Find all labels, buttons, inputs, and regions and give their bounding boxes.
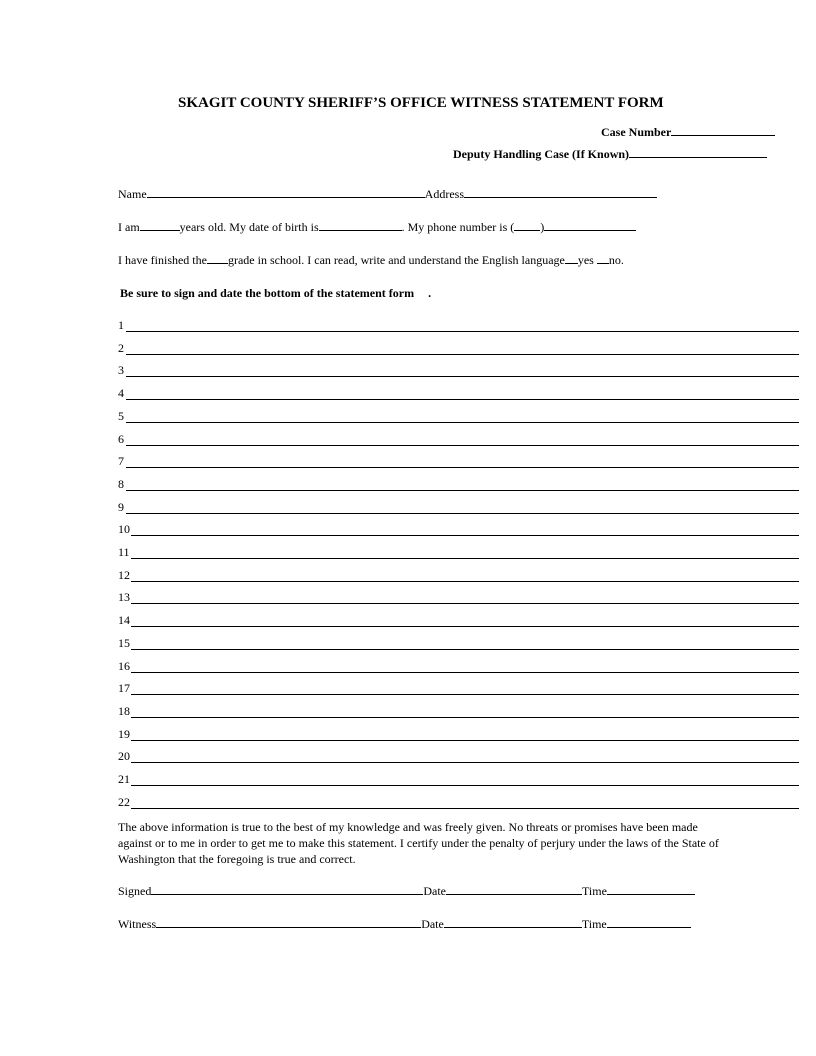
age-prefix: I am <box>118 220 140 234</box>
statement-line-field[interactable] <box>131 717 799 718</box>
statement-line-number: 10 <box>118 522 130 537</box>
witness-time-field[interactable] <box>607 917 691 928</box>
signature-field[interactable] <box>151 884 423 895</box>
statement-line-field[interactable] <box>131 694 799 695</box>
statement-line-number: 16 <box>118 658 130 673</box>
statement-line-field[interactable] <box>131 762 799 763</box>
statement-line-number: 11 <box>118 545 130 559</box>
statement-line <box>118 432 799 446</box>
instruction-period: . <box>428 286 432 300</box>
statement-line-field[interactable] <box>126 422 799 423</box>
witness-label: Witness <box>118 917 157 931</box>
statement-line <box>118 590 799 604</box>
statement-line-number: 17 <box>118 681 130 696</box>
grade-suffix: grade in school. I can read, write and understand the English language <box>227 253 565 267</box>
certification-text <box>118 819 808 867</box>
statement-line-number: 19 <box>118 726 130 741</box>
witness-row <box>118 917 691 931</box>
statement-line-field[interactable] <box>131 785 799 786</box>
area-code-field[interactable] <box>514 220 540 231</box>
statement-line-field[interactable] <box>131 808 799 809</box>
statement-line <box>118 477 799 491</box>
grade-field[interactable] <box>207 253 228 264</box>
no-field[interactable] <box>597 253 609 264</box>
age-field[interactable] <box>140 220 180 231</box>
signed-label: Signed <box>118 884 152 898</box>
signed-time-field[interactable] <box>607 884 695 895</box>
statement-line-field[interactable] <box>131 603 799 604</box>
statement-line-number: 8 <box>118 476 124 491</box>
age-suffix: years old. My date of birth is <box>179 220 319 234</box>
statement-line <box>118 795 799 809</box>
statement-line <box>118 500 799 514</box>
witness-time-label: Time <box>581 917 607 931</box>
statement-line-number: 14 <box>118 613 130 628</box>
statement-line-number: 20 <box>118 749 130 764</box>
statement-line <box>118 727 799 741</box>
statement-line-field[interactable] <box>126 376 799 377</box>
witness-signature-field[interactable] <box>156 917 421 928</box>
certification-line-2: against or to me in order to get me to make this statement. I certify under the penalty of perjury under the laws of the State of <box>118 836 719 850</box>
statement-line-field[interactable] <box>131 649 799 650</box>
statement-line-field[interactable] <box>126 331 799 332</box>
signed-time-label: Time <box>582 884 607 898</box>
statement-line <box>118 363 799 377</box>
statement-line <box>118 613 799 627</box>
statement-line <box>118 522 799 536</box>
phone-close: ) <box>540 220 545 234</box>
statement-line-field[interactable] <box>131 740 799 741</box>
address-field[interactable] <box>464 187 657 198</box>
certification-line-1: The above information is true to the best of my knowledge and was freely given. No threats or promises have been made <box>118 820 698 834</box>
statement-line <box>118 704 799 718</box>
signed-date-field[interactable] <box>446 884 582 895</box>
instruction-text: Be sure to sign and date the bottom of the statement form <box>120 286 415 300</box>
statement-line <box>118 454 799 468</box>
no-label: no. <box>608 253 624 267</box>
signed-row <box>118 884 695 898</box>
statement-line-number: 4 <box>118 386 124 401</box>
statement-line <box>118 659 799 673</box>
deputy-label: Deputy Handling Case (If Known) <box>453 147 630 161</box>
statement-line-number: 21 <box>118 772 130 786</box>
statement-line-number: 3 <box>118 363 124 378</box>
statement-line-field[interactable] <box>126 467 799 468</box>
statement-line-field[interactable] <box>131 626 799 627</box>
signed-date-label: Date <box>423 884 446 898</box>
form-title: SKAGIT COUNTY SHERIFF’S OFFICE WITNESS STATEMENT FORM <box>178 95 664 111</box>
statement-line <box>118 545 799 559</box>
statement-line-field[interactable] <box>126 490 799 491</box>
statement-line <box>118 681 799 695</box>
name-field[interactable] <box>147 187 425 198</box>
address-label: Address <box>424 187 464 201</box>
statement-line-number: 5 <box>118 408 124 423</box>
statement-line-number: 15 <box>118 635 130 650</box>
statement-line-field[interactable] <box>131 581 799 582</box>
statement-line <box>118 568 799 582</box>
dob-field[interactable] <box>319 220 402 231</box>
statement-line-number: 13 <box>118 590 130 605</box>
case-number-row <box>601 125 775 140</box>
case-number-field[interactable] <box>671 125 775 136</box>
yes-field[interactable] <box>565 253 578 264</box>
statement-line-number: 22 <box>118 794 130 809</box>
statement-line-field[interactable] <box>131 672 799 673</box>
grade-prefix: I have finished the <box>118 253 207 267</box>
statement-line-field[interactable] <box>131 535 799 536</box>
statement-line <box>118 636 799 650</box>
statement-line-number: 1 <box>118 318 124 332</box>
grade-english-row <box>118 253 624 267</box>
witness-date-label: Date <box>421 917 444 931</box>
statement-line-field[interactable] <box>131 558 799 559</box>
statement-line <box>118 409 799 423</box>
statement-line <box>118 386 799 400</box>
statement-line-field[interactable] <box>126 354 799 355</box>
witness-date-field[interactable] <box>444 917 582 928</box>
deputy-field[interactable] <box>629 147 767 158</box>
statement-line-field[interactable] <box>126 445 799 446</box>
phone-field[interactable] <box>544 220 636 231</box>
yes-label: yes <box>577 253 594 267</box>
statement-line-number: 9 <box>118 499 124 514</box>
statement-line <box>118 318 799 332</box>
statement-line-field[interactable] <box>126 513 799 514</box>
sign-instruction <box>120 286 431 301</box>
statement-line <box>118 341 799 355</box>
name-label: Name <box>118 187 147 201</box>
statement-line-field[interactable] <box>126 399 799 400</box>
statement-line-number: 18 <box>118 703 130 718</box>
statement-line-number: 6 <box>118 431 124 446</box>
certification-line-3: Washington that the foregoing is true and correct. <box>118 852 356 866</box>
case-number-label: Case Number <box>601 125 672 139</box>
statement-line-number: 12 <box>118 567 130 582</box>
phone-prefix: . My phone number is ( <box>401 220 515 234</box>
statement-line <box>118 749 799 763</box>
statement-line-number: 7 <box>118 454 124 469</box>
name-address-row <box>118 187 657 201</box>
deputy-row <box>453 147 767 162</box>
age-dob-phone-row <box>118 220 636 234</box>
statement-line <box>118 772 799 786</box>
statement-line-number: 2 <box>118 340 124 355</box>
